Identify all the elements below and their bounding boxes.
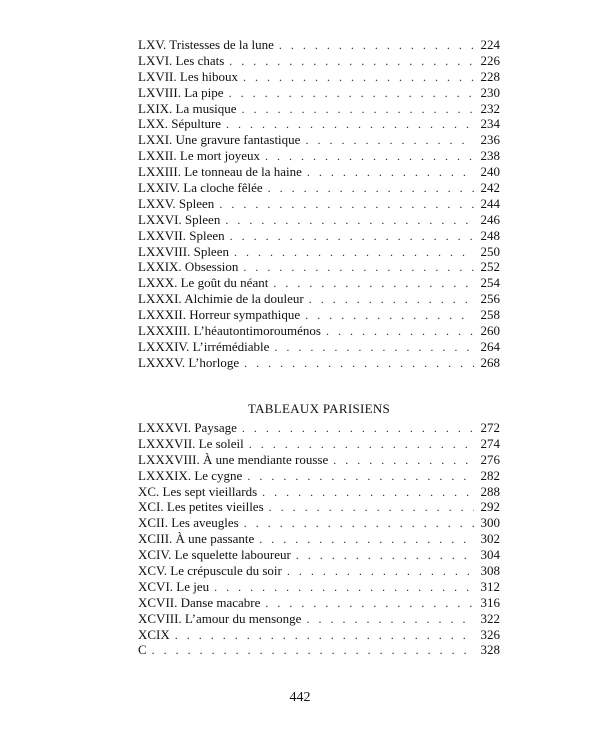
toc-entry-page: 258: [480, 307, 500, 323]
toc-entry-title: LXXIII. Le tonneau de la haine: [138, 164, 302, 180]
toc-entry: [138, 196, 500, 212]
page-number: 442: [289, 690, 311, 705]
toc-entry-page: 242: [480, 180, 500, 196]
toc-entry-title: LXV. Tristesses de la lune: [138, 37, 274, 52]
dot-leader: [262, 485, 474, 501]
dot-leader: [326, 324, 474, 340]
toc-entry: [138, 323, 500, 339]
dot-leader: [234, 245, 474, 261]
toc-entry: [138, 69, 500, 85]
dot-leader: [309, 292, 474, 308]
dot-leader: [230, 229, 474, 245]
dot-leader: [259, 532, 474, 548]
toc-entry: [138, 515, 500, 531]
dot-leader: [229, 86, 474, 102]
toc-entry-page: 248: [480, 227, 500, 243]
toc-entry: [138, 53, 500, 69]
toc-entry: [138, 563, 500, 579]
toc-entry-title: LXXIX. Obsession: [138, 259, 239, 275]
toc-entry-page: 232: [480, 100, 500, 116]
toc-entry: [138, 307, 500, 323]
toc-entry-title: LXXV. Spleen: [138, 195, 215, 211]
toc-entry-title: LXXXV. L’horloge: [138, 354, 240, 370]
toc-entry-page: 254: [480, 275, 500, 291]
toc-entry-page: 282: [480, 467, 500, 483]
dot-leader: [249, 437, 474, 453]
toc-entry: [138, 132, 500, 148]
dot-leader: [229, 54, 474, 70]
toc-entry: [138, 642, 500, 658]
toc-entry: [138, 37, 500, 53]
toc-entry-title: LXXXIX. Le cygne: [138, 467, 243, 483]
dot-leader: [265, 149, 474, 165]
toc-entry: [138, 436, 500, 452]
toc-entry-page: 268: [480, 354, 500, 370]
toc-entry-page: 236: [480, 132, 500, 148]
toc-entry-page: 240: [480, 164, 500, 180]
toc-entry-page: 276: [480, 451, 500, 467]
toc-entry: [138, 611, 500, 627]
toc-entry-title: LXXXVIII. À une mendiante rousse: [138, 451, 329, 467]
toc-entry-title: LXXXVI. Paysage: [138, 420, 237, 435]
toc-entry-page: 322: [480, 610, 500, 626]
dot-leader: [152, 643, 474, 659]
toc-entry-title: XCV. Le crépuscule du soir: [138, 563, 282, 579]
toc-entry-page: 316: [480, 594, 500, 610]
dot-leader: [274, 340, 474, 356]
toc-entry-page: 246: [480, 211, 500, 227]
toc-entry: [138, 531, 500, 547]
toc-entry: [138, 468, 500, 484]
toc-entry: [138, 275, 500, 291]
dot-leader: [226, 117, 474, 133]
dot-leader: [243, 260, 474, 276]
toc-entry-page: 264: [480, 338, 500, 354]
toc-entry: [138, 116, 500, 132]
toc-entry-page: 300: [480, 515, 500, 531]
dot-leader: [247, 469, 474, 485]
toc-entry-title: XCI. Les petites vieilles: [138, 499, 264, 515]
toc-entry-title: LXXXII. Horreur sympathique: [138, 307, 301, 323]
toc-entry: [138, 355, 500, 371]
toc-entry-page: 328: [480, 642, 500, 658]
toc-entry-title: XCIII. À une passante: [138, 531, 255, 547]
dot-leader: [305, 308, 474, 324]
toc-entry-page: 228: [480, 68, 500, 84]
toc-entry: [138, 148, 500, 164]
toc-entry: [138, 291, 500, 307]
toc-list-part1: [138, 37, 500, 371]
dot-leader: [269, 500, 474, 516]
toc-entry-page: 230: [480, 84, 500, 100]
toc-entry: [138, 579, 500, 595]
toc-entry-page: 244: [480, 195, 500, 211]
dot-leader: [242, 421, 474, 437]
toc-entry: [138, 180, 500, 196]
dot-leader: [305, 133, 474, 149]
toc-entry: [138, 595, 500, 611]
dot-leader: [273, 276, 474, 292]
dot-leader: [225, 213, 474, 229]
toc-entry-title: LXIX. La musique: [138, 100, 237, 116]
dot-leader: [244, 516, 474, 532]
toc-entry-page: 256: [480, 291, 500, 307]
toc-entry: [138, 547, 500, 563]
dot-leader: [244, 356, 474, 372]
toc-entry-title: LXX. Sépulture: [138, 116, 222, 132]
toc-entry-title: XC. Les sept vieillards: [138, 483, 258, 499]
toc-list-part2: [138, 420, 500, 658]
dot-leader: [268, 181, 474, 197]
toc-entry-title: XCVIII. L’amour du mensonge: [138, 610, 302, 626]
toc-entry-title: LXXXIII. L’héautontimorouménos: [138, 323, 321, 339]
toc-entry: [138, 452, 500, 468]
dot-leader: [287, 564, 474, 580]
toc-entry-page: 238: [480, 148, 500, 164]
toc-entry-page: 326: [480, 626, 500, 642]
dot-leader: [296, 548, 474, 564]
toc-entry-page: 250: [480, 243, 500, 259]
toc-entry: [138, 339, 500, 355]
toc-entry-title: LXXIV. La cloche fêlée: [138, 180, 263, 196]
toc-entry-page: 252: [480, 259, 500, 275]
dot-leader: [242, 102, 474, 118]
toc-entry: [138, 420, 500, 436]
toc-entry-page: 308: [480, 563, 500, 579]
toc-entry-title: LXVI. Les chats: [138, 52, 225, 68]
toc-entry: [138, 164, 500, 180]
toc-entry-title: LXXXI. Alchimie de la douleur: [138, 291, 304, 307]
toc-entry: [138, 244, 500, 260]
toc-entry-title: XCVI. Le jeu: [138, 578, 210, 594]
toc-entry-title: LXVII. Les hiboux: [138, 68, 239, 84]
toc-entry: [138, 228, 500, 244]
toc-entry-title: XCIV. Le squelette laboureur: [138, 547, 291, 563]
dot-leader: [306, 612, 474, 628]
toc-entry-page: 312: [480, 578, 500, 594]
dot-leader: [279, 38, 474, 54]
toc-entry-title: LXXVII. Spleen: [138, 227, 225, 243]
dot-leader: [219, 197, 474, 213]
toc-entry-title: XCVII. Danse macabre: [138, 594, 261, 610]
toc-entry-page: 226: [480, 52, 500, 68]
toc-entry-page: 292: [480, 499, 500, 515]
section-heading: TABLEAUX PARISIENS: [247, 401, 391, 416]
toc-entry-title: LXXII. Le mort joyeux: [138, 148, 261, 164]
dot-leader: [175, 628, 474, 644]
toc-entry-page: 234: [480, 116, 500, 132]
toc-entry: [138, 101, 500, 117]
toc-entry-page: 288: [480, 483, 500, 499]
toc-entry-title: LXXX. Le goût du néant: [138, 275, 269, 291]
toc-entry-page: 274: [480, 435, 500, 451]
toc-entry-title: LXXVI. Spleen: [138, 211, 221, 227]
toc-entry-page: 302: [480, 531, 500, 547]
dot-leader: [307, 165, 474, 181]
toc-entry-title: LXXI. Une gravure fantastique: [138, 132, 301, 148]
toc-entry: [138, 85, 500, 101]
toc-entry: [138, 259, 500, 275]
toc-entry-title: LXXXVII. Le soleil: [138, 435, 244, 451]
toc-entry-page: 304: [480, 547, 500, 563]
toc-entry-title: XCIX: [138, 626, 170, 642]
toc-entry-title: LXVIII. La pipe: [138, 84, 224, 100]
dot-leader: [243, 70, 474, 86]
dot-leader: [214, 580, 474, 596]
toc-entry-title: LXXVIII. Spleen: [138, 243, 229, 259]
toc-entry: [138, 499, 500, 515]
toc-entry: [138, 627, 500, 643]
toc-entry-page: 224: [480, 37, 500, 52]
toc-entry-title: C: [138, 642, 147, 658]
toc-entry-page: 272: [480, 420, 500, 435]
toc-entry-title: LXXXIV. L’irrémédiable: [138, 338, 270, 354]
dot-leader: [333, 453, 474, 469]
toc-entry-page: 260: [480, 323, 500, 339]
toc-entry: [138, 212, 500, 228]
dot-leader: [265, 596, 474, 612]
toc-entry-title: XCII. Les aveugles: [138, 515, 239, 531]
toc-entry: [138, 484, 500, 500]
